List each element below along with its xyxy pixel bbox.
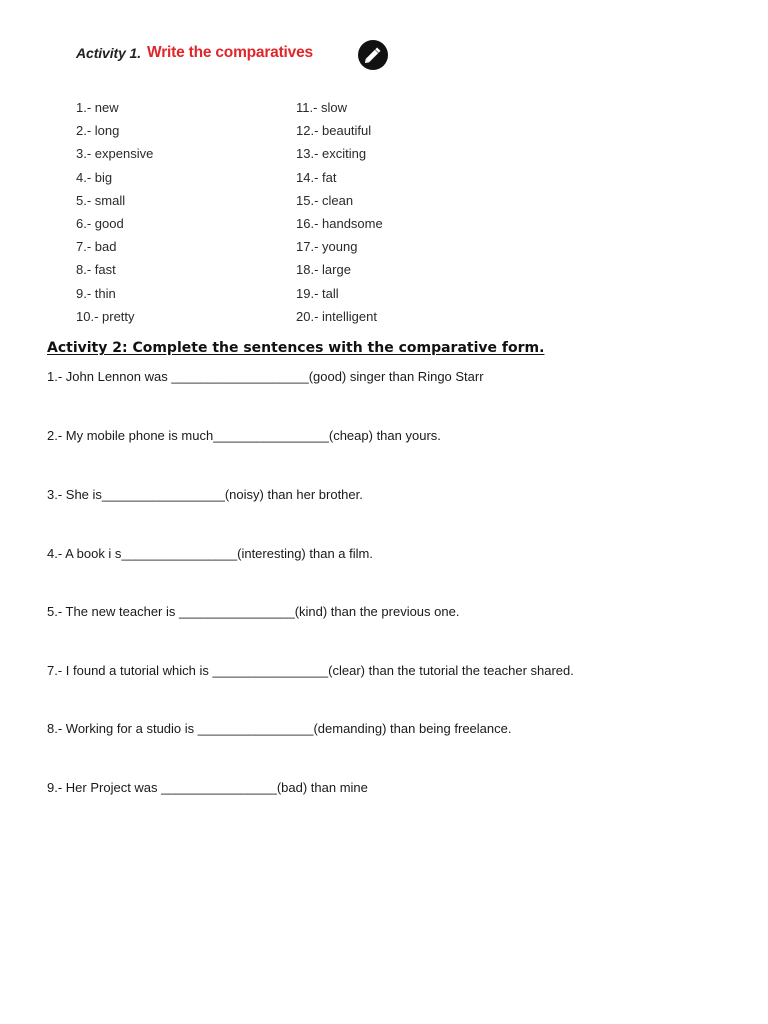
sentence-text: I found a tutorial which is [62, 663, 213, 678]
answer-blank[interactable]: ________________ [121, 546, 238, 561]
list-item: 9.- thin [76, 285, 116, 301]
sentence-item [47, 780, 368, 795]
sentence-text: (kind) than the previous one. [294, 604, 460, 619]
answer-blank[interactable]: ________________ [212, 663, 329, 678]
activity1-block [74, 38, 474, 328]
sentence-item [47, 428, 441, 443]
sentence-text: John Lennon was [62, 369, 172, 384]
sentence-text: (clear) than the tutorial the teacher shared. [328, 663, 574, 678]
sentence-text: Working for a studio is [62, 721, 198, 736]
activity1-title: Write the comparatives [147, 44, 313, 61]
sentence-text: The new teacher is [62, 604, 179, 619]
sentence-item [47, 604, 459, 619]
sentence-text: My mobile phone is much [62, 428, 214, 443]
answer-blank[interactable]: ________________ [213, 428, 329, 443]
list-item: 8.- fast [76, 262, 116, 278]
list-item: 18.- large [296, 262, 351, 278]
list-item: 19.- tall [296, 285, 339, 301]
sentence-number: 4.- [47, 546, 63, 561]
answer-blank[interactable]: ___________________ [171, 369, 309, 384]
sentence-item [47, 721, 511, 736]
sentence-text: (cheap) than yours. [328, 428, 441, 443]
sentence-number: 3.- [47, 487, 63, 502]
list-item: 16.- handsome [296, 215, 383, 231]
sentence-item [47, 663, 574, 678]
list-item: 1.- new [76, 100, 119, 115]
word-list-right [296, 96, 383, 328]
sentence-number: 5.- [47, 604, 63, 619]
list-item: 5.- small [76, 192, 126, 208]
sentence-text: She is [62, 487, 102, 502]
list-item: 2.- long [76, 123, 120, 139]
activity1-label: Activity 1. [76, 45, 142, 61]
list-item: 10.- pretty [76, 308, 135, 324]
sentence-item [47, 487, 363, 502]
answer-blank[interactable]: ________________ [179, 604, 295, 619]
word-list-left [76, 96, 153, 328]
list-item: 12.- beautiful [296, 123, 372, 139]
sentence-text: Her Project was [62, 780, 162, 795]
list-item: 14.- fat [296, 169, 337, 185]
sentence-number: 8.- [47, 721, 63, 736]
list-item: 13.- exciting [296, 146, 367, 162]
sentence-text: (demanding) than being freelance. [313, 721, 512, 736]
sentence-text: (noisy) than her brother. [224, 487, 363, 502]
list-item: 11.- slow [296, 100, 348, 115]
list-item: 7.- bad [76, 239, 117, 255]
sentence-text: (bad) than mine [276, 780, 368, 795]
sentence-text: A book i s [62, 546, 122, 561]
answer-blank[interactable]: _________________ [101, 487, 225, 502]
sentence-text: (good) singer than Ringo Starr [308, 369, 484, 384]
answer-blank[interactable]: ________________ [197, 721, 314, 736]
list-item: 6.- good [76, 215, 124, 231]
answer-blank[interactable]: ________________ [161, 780, 277, 795]
sentence-number: 2.- [47, 428, 63, 443]
sentence-number: 9.- [47, 780, 63, 795]
sentence-number: 7.- [47, 663, 63, 678]
list-item: 4.- big [76, 169, 113, 185]
sentence-text: (interesting) than a film. [237, 546, 373, 561]
sentence-number: 1.- [47, 369, 63, 384]
pencil-icon [358, 40, 388, 70]
activity1-header [76, 44, 313, 62]
list-item: 15.- clean [296, 192, 354, 208]
list-item: 20.- intelligent [296, 308, 377, 324]
list-item: 3.- expensive [76, 146, 154, 162]
sentence-item [47, 369, 484, 384]
activity2-title: Activity 2: Complete the sentences with the comparative form. [47, 340, 545, 356]
list-item: 17.- young [296, 239, 358, 255]
sentence-item [47, 546, 373, 561]
